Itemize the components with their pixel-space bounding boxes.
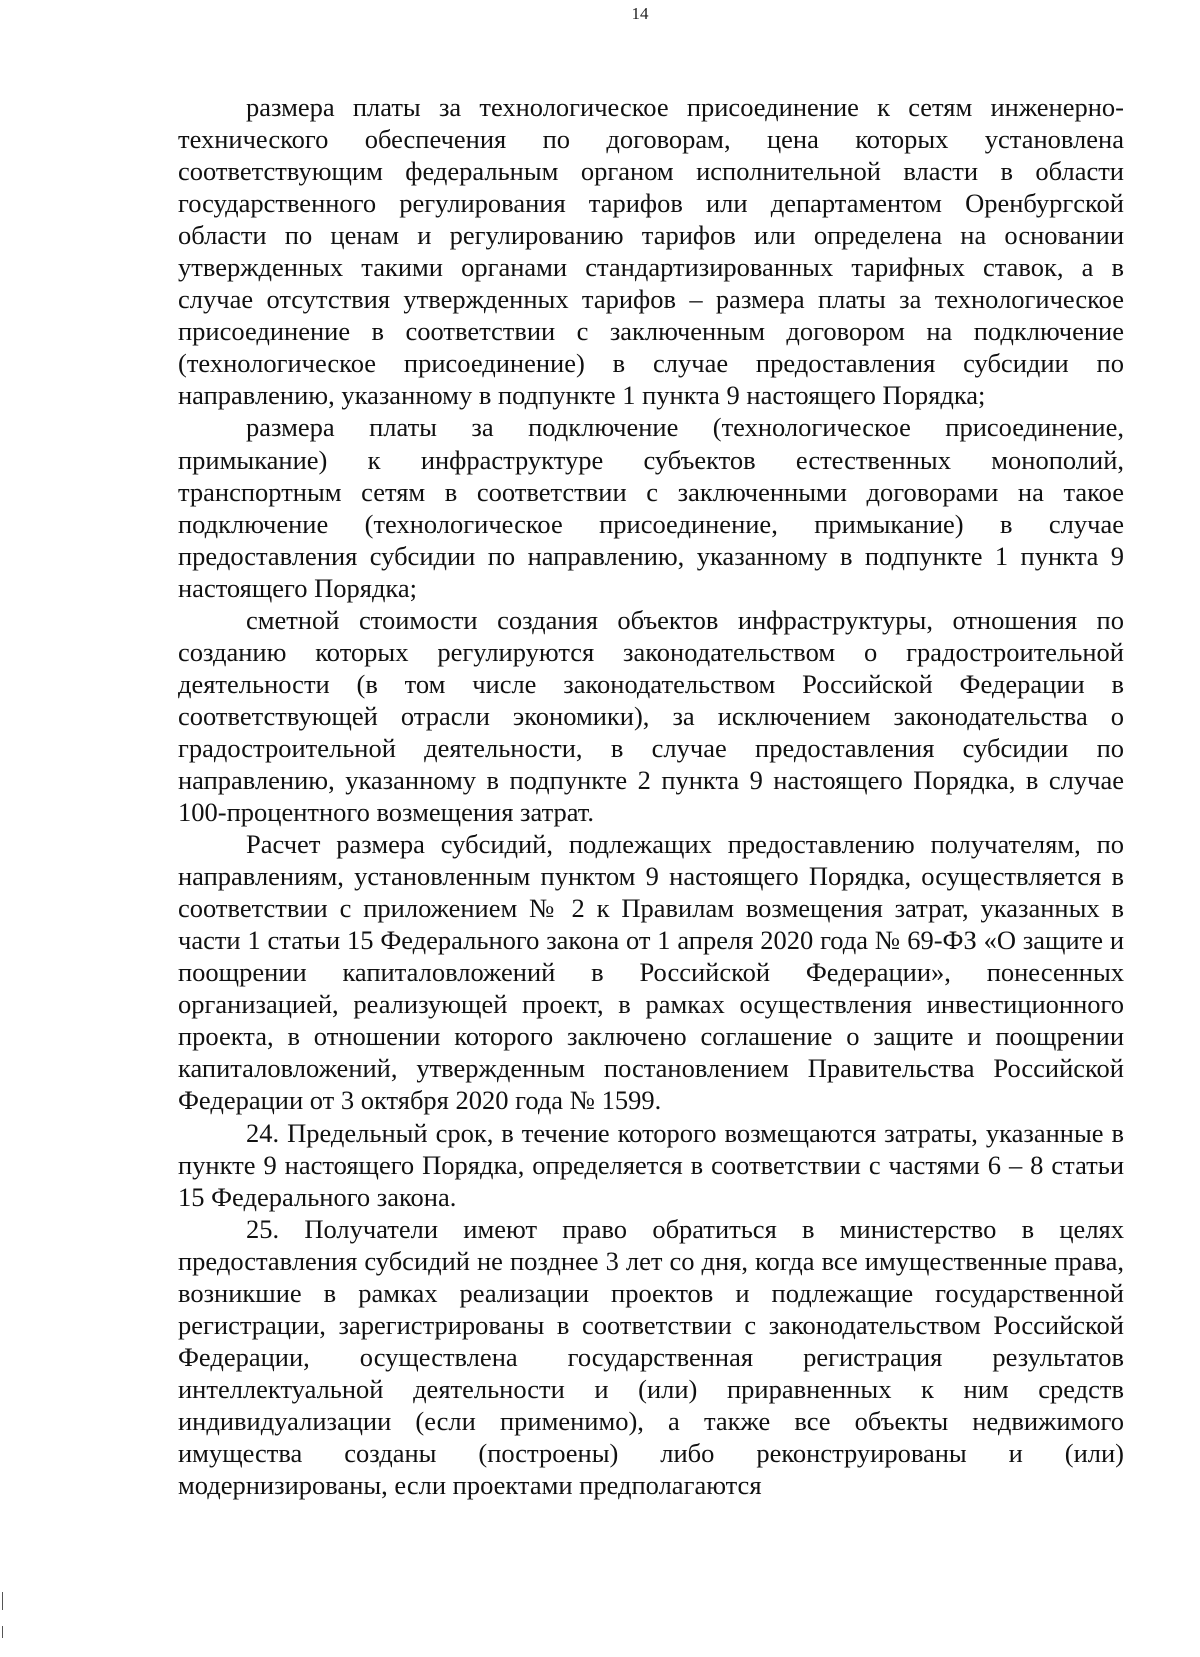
scan-edge-mark (2, 1592, 3, 1610)
document-body (178, 91, 1124, 1501)
paragraph-infrastructure-fee: размера платы за подключение (технологическое присоединение, примыкание) к инфраструктуре субъектов естественных монополий, транспортным сетям в соответствии с заключенными договорами на такое подключение (технологическое присоединение, примыкание) в случае предоставления субсидии по направлению, указанному в подпункте 1 пункта 9 настоящего Порядка; (178, 412, 1124, 603)
scan-edge-mark (2, 1626, 3, 1638)
paragraph-24-deadline: 24. Предельный срок, в течение которого возмещаются затраты, указанные в пункте 9 настоящего Порядка, определяется в соответствии с частями 6 – 8 статьи 15 Федерального закона. (178, 1117, 1124, 1212)
paragraph-25-application: 25. Получатели имеют право обратиться в министерство в целях предоставления субсидий не позднее 3 лет со дня, когда все имущественные права, возникшие в рамках реализации проектов и подлежащие государственной регистрации, зарегистрированы в соответствии с законодательством Российской Федерации, осуществлена государственная регистрация результатов интеллектуальной деятельности и (или) приравненных к ним средств индивидуализации (если применимо), а также все объекты недвижимого имущества созданы (построены) либо реконструированы и (или) модернизированы, если проектами предполагаются (178, 1213, 1124, 1501)
paragraph-estimated-cost: сметной стоимости создания объектов инфраструктуры, отношения по созданию которых регулируются законодательством о градостроительной деятельности (в том числе законодательством Российской Федерации в соответствующей отрасли экономики), за исключением законодательства о градостроительной деятельности, в случае предоставления субсидии по направлению, указанному в подпункте 2 пункта 9 настоящего Порядка, в случае 100-процентного возмещения затрат. (178, 604, 1124, 828)
paragraph-subsidy-calculation: Расчет размера субсидий, подлежащих предоставлению получателям, по направлениям, установленным пунктом 9 настоящего Порядка, осуществляется в соответствии с приложением № 2 к Правилам возмещения затрат, указанных в части 1 статьи 15 Федерального закона от 1 апреля 2020 года № 69-ФЗ «О защите и поощрении капиталовложений в Российской Федерации», понесенных организацией, реализующей проект, в рамках осуществления инвестиционного проекта, в отношении которого заключено соглашение о защите и поощрении капиталовложений, утвержденным постановлением Правительства Российской Федерации от 3 октября 2020 года № 1599. (178, 829, 1124, 1116)
paragraph-connection-fee: размера платы за технологическое присоединение к сетям инженерно-технического обеспечения по договорам, цена которых установлена соответствующим федеральным органом исполнительной власти в области государственного регулирования тарифов или департаментом Оренбургской области по ценам и регулированию тарифов или определена на основании утвержденных такими органами стандартизированных тарифных ставок, а в случае отсутствия утвержденных тарифов – размера платы за технологическое присоединение в соответствии с заключенным договором на подключение (технологическое присоединение) в случае предоставления субсидии по направлению, указанному в подпункте 1 пункта 9 настоящего Порядка; (178, 92, 1124, 411)
page-number: 14 (631, 4, 649, 23)
